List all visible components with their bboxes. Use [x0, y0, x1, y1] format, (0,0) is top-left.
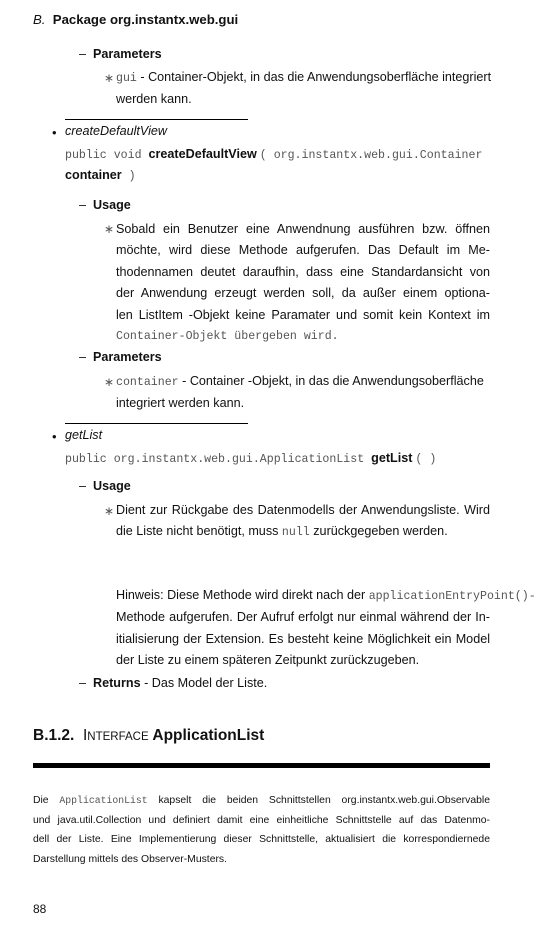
- item-marker: ∗: [104, 71, 115, 85]
- running-head: [33, 12, 238, 27]
- method-signature-getList: [65, 451, 436, 466]
- returns-line: [93, 676, 267, 690]
- usage-paragraph: [116, 219, 490, 347]
- parameters-heading: Parameters: [93, 350, 162, 364]
- sig-name: createDefaultView: [148, 147, 257, 161]
- sig-paren-close: ): [121, 170, 136, 183]
- sig-prefix: public void: [65, 149, 149, 162]
- usage-line: len ListItem -Objekt keine Paramater und somit kein Kontext im: [116, 307, 490, 322]
- null-code: null: [281, 526, 310, 540]
- method-name-getList: getList: [65, 428, 103, 442]
- returns-text: - Das Model der Liste.: [140, 676, 268, 690]
- dash-marker: –: [79, 676, 87, 690]
- section-number: B.1.2.: [33, 727, 75, 744]
- description-line: Darstellung mittels des Observer-Musters.: [33, 853, 228, 865]
- usage-text: die Liste nicht benötigt, muss: [116, 524, 282, 539]
- item-marker: ∗: [104, 222, 115, 236]
- param-gui-code: gui: [116, 72, 137, 85]
- dash-marker: –: [79, 198, 87, 212]
- usage-line: thodennamen deutet daraufhin, dass eine Standardansicht von: [116, 264, 490, 279]
- note-code: applicationEntryPoint()-: [368, 590, 536, 603]
- description-line: dell der Liste. Eine Implementierung dieser Schnittstelle, aktualisiert die korrespondiernede: [33, 834, 490, 845]
- sig-param-type: org.instantx.web.gui.Container: [273, 149, 483, 162]
- note-text: Hinweis: Diese Methode wird direkt nach der: [116, 588, 369, 602]
- usage-line: [116, 521, 490, 543]
- section-name: ApplicationList: [152, 727, 265, 744]
- param-container-desc: - Container -Objekt, in das die Anwendungsoberfläche: [178, 374, 484, 388]
- param-gui-desc: - Container-Objekt, in das die Anwendungsoberfläche integriert: [136, 70, 492, 84]
- item-marker: ∗: [104, 375, 115, 389]
- description-line: [33, 791, 490, 811]
- section-kind-initial: I: [82, 727, 88, 744]
- param-gui-line2: werden kann.: [116, 92, 192, 106]
- usage-line: Sobald ein Benutzer eine Anwendnung ausführen bzw. öffnen: [116, 222, 490, 236]
- description-paragraph: [33, 791, 490, 869]
- section-kind-rest: NTERFACE: [87, 731, 149, 743]
- dash-marker: –: [79, 47, 87, 61]
- note-line: [116, 585, 536, 607]
- note-paragraph: [116, 585, 536, 672]
- section-kind: [83, 727, 149, 744]
- parameters-heading: Parameters: [93, 47, 162, 61]
- method-rule: [65, 119, 248, 120]
- note-line: Methode aufgerufen. Der Aufruf erfolgt nur einmal während der In-: [116, 610, 490, 625]
- sig-paren: ( ): [415, 453, 437, 466]
- description-text: kapselt die beiden Schnittstellen org.instantx.web.gui.Observable: [147, 795, 490, 806]
- running-head-title: Package org.instantx.web.gui: [52, 12, 239, 27]
- usage-line: möchte, wird diese Methode aufgerufen. Das Default im Me-: [116, 243, 490, 258]
- method-signature-cont: [65, 168, 136, 183]
- dash-marker: –: [79, 350, 87, 364]
- bullet-marker: •: [52, 125, 57, 140]
- sig-param-name: container: [65, 168, 122, 182]
- item-marker: ∗: [104, 504, 115, 518]
- note-line: der Liste zu einem späteren Zeitpunkt zurückzugeben.: [116, 653, 420, 668]
- description-text: Die: [33, 795, 60, 806]
- param-gui-line1: [116, 70, 491, 85]
- usage-line: Dient zur Rückgabe des Datenmodells der Anwendungsliste. Wird: [116, 503, 490, 517]
- usage-text: zurückgegeben werden.: [309, 524, 448, 539]
- section-rule: [33, 763, 490, 768]
- param-container-line2: integriert werden kann.: [116, 396, 245, 410]
- note-line: itialisierung der Extension. Es besteht keine Möglichkeit ein Model: [116, 631, 490, 646]
- running-head-letter: B.: [33, 12, 46, 27]
- sig-prefix: public org.instantx.web.gui.ApplicationList: [65, 453, 372, 466]
- returns-label: Returns: [93, 676, 141, 690]
- description-line: und java.util.Collection und definiert damit eine einheitliche Schnittstelle auf das Datenmo-: [33, 814, 490, 826]
- usage-last-line: Container-Objekt übergeben wird.: [116, 330, 339, 344]
- section-heading: [33, 727, 264, 745]
- description-code: ApplicationList: [59, 795, 148, 806]
- usage-heading: Usage: [93, 198, 131, 212]
- bullet-marker: •: [52, 429, 57, 444]
- page-number: 88: [33, 902, 47, 916]
- usage-heading: Usage: [93, 479, 131, 493]
- sig-name: getList: [371, 451, 413, 465]
- method-rule: [65, 423, 248, 424]
- param-container-line1: [116, 374, 484, 389]
- method-name-createDefaultView: createDefaultView: [65, 124, 167, 138]
- usage-paragraph: [116, 500, 490, 544]
- usage-line: der Anwendung erzeugt werden soll, da außer einem optiona-: [116, 286, 490, 301]
- sig-paren-open: (: [259, 149, 274, 162]
- param-container-code: container: [116, 376, 179, 389]
- method-signature-createDefaultView: [65, 147, 482, 162]
- dash-marker: –: [79, 479, 87, 493]
